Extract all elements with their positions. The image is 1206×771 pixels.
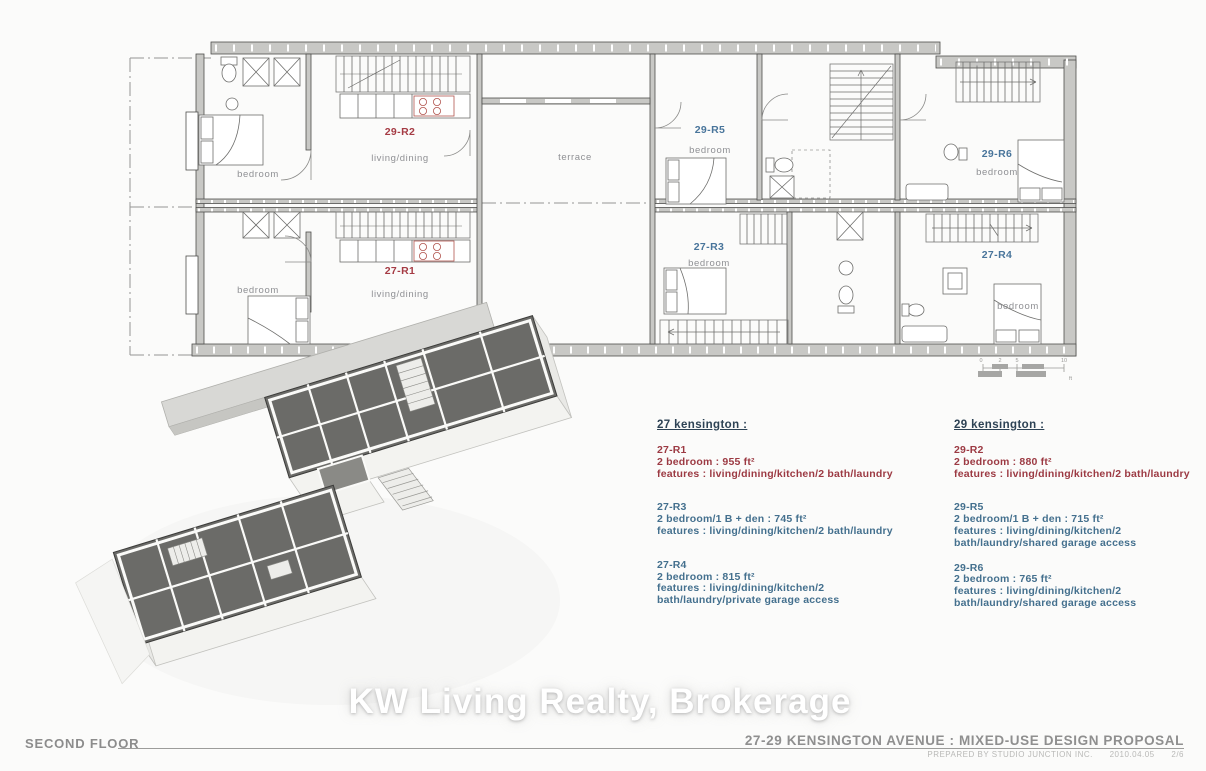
bed-29r2 — [199, 115, 263, 165]
sheet-title-right: 27-29 KENSINGTON AVENUE : MIXED-USE DESIGN PROPOSAL — [744, 733, 1184, 748]
label-29r5: 29-R5 — [694, 124, 726, 136]
unit-features: features : living/dining/kitchen/2 bath/laundry — [657, 524, 893, 537]
unit-info-29r5 — [954, 502, 1206, 549]
scale-bar — [978, 358, 1073, 382]
scale-2: 2 — [998, 358, 1002, 364]
stair-core — [792, 64, 893, 198]
plan-labels — [237, 124, 1039, 312]
unit-name: 27-R1 — [657, 444, 687, 456]
label-29r5-bedroom: bedroom — [689, 145, 731, 156]
terrace-windows — [500, 99, 616, 103]
sheet-page-number: 2/6 — [1171, 750, 1184, 759]
toilet-upper-left — [221, 57, 237, 82]
stair-bottom — [660, 320, 788, 344]
unit-name: 27-R4 — [657, 558, 687, 571]
scale-unit: ft — [1069, 376, 1073, 382]
sheet-title-left: SECOND FLOOR — [25, 736, 140, 751]
unit-features: features : living/dining/kitchen/2 — [657, 582, 825, 595]
scale-5: 5 — [1015, 358, 1019, 364]
prepared-by: PREPARED BY STUDIO JUNCTION INC. — [927, 750, 1093, 759]
label-29r2-room: living/dining — [371, 153, 429, 164]
bed-27r1 — [248, 296, 310, 344]
unit-name: 29-R6 — [954, 561, 984, 574]
stair-27r1 — [336, 212, 470, 238]
unit-features-2: bath/laundry/shared garage access — [954, 536, 1137, 549]
sheet-credits — [927, 750, 1184, 759]
unit-features: features : living/dining/kitchen/2 bath/laundry — [954, 467, 1190, 480]
unit-size: 2 bedroom : 765 ft² — [954, 573, 1052, 586]
label-27r3-bedroom: bedroom — [688, 258, 730, 269]
unit-features: features : living/dining/kitchen/2 bath/laundry — [657, 467, 893, 480]
unit-info-27r1 — [657, 445, 917, 480]
unit-features-2: bath/laundry/shared garage access — [954, 596, 1137, 609]
doors — [281, 94, 926, 262]
unit-features-2: bath/laundry/private garage access — [657, 594, 840, 607]
unit-size: 2 bedroom : 880 ft² — [954, 455, 1052, 468]
toilet-mid-bath — [838, 286, 854, 313]
unit-info-29r6 — [954, 563, 1206, 610]
bed-29r5 — [666, 158, 726, 204]
bed-27r4 — [994, 284, 1041, 344]
sink-upper-left — [226, 98, 238, 110]
stair-29r2 — [336, 56, 470, 92]
unit-size: 2 bedroom/1 B + den : 715 ft² — [954, 513, 1104, 526]
unit-info-27r3 — [657, 502, 917, 537]
label-27r3: 27-R3 — [693, 241, 725, 253]
unit-info-27r4 — [657, 560, 917, 607]
unit-info-29r2 — [954, 445, 1206, 480]
stair-27r4 — [926, 214, 1038, 242]
bath-29r6 — [906, 144, 967, 200]
label-27r4: 27-R4 — [981, 249, 1013, 261]
label-29r6: 29-R6 — [981, 148, 1013, 160]
legend-27-heading: 27 kensington : — [657, 419, 748, 431]
unit-size: 2 bedroom : 955 ft² — [657, 455, 755, 468]
label-27r1-bedroom: bedroom — [237, 285, 279, 296]
sheet-date: 2010.04.05 — [1109, 750, 1155, 759]
watermark: KW Living Realty, Brokerage — [348, 682, 852, 721]
legend-29-kensington — [954, 419, 1206, 623]
label-29r6-bedroom: bedroom — [976, 167, 1018, 178]
scale-10: 10 — [1060, 358, 1068, 364]
stair-27r3 — [740, 214, 787, 244]
label-27r1-room: living/dining — [371, 289, 429, 300]
label-terrace: terrace — [558, 152, 592, 163]
kitchen-29r2 — [340, 94, 470, 118]
unit-features: features : living/dining/kitchen/2 — [954, 585, 1122, 598]
bed-29r6 — [1018, 140, 1064, 202]
label-27r4-bedroom: bedroom — [997, 301, 1039, 312]
legend-27-kensington — [657, 419, 917, 620]
toilet-core — [766, 158, 793, 172]
unit-features: features : living/dining/kitchen/2 — [954, 524, 1122, 537]
label-29r2-bedroom: bedroom — [237, 169, 279, 180]
floor-plan — [130, 42, 1076, 382]
unit-name: 29-R2 — [954, 444, 984, 456]
unit-name: 29-R5 — [954, 501, 984, 514]
bath-27r4 — [902, 304, 947, 342]
kitchens — [340, 94, 470, 262]
unit-size: 2 bedroom/1 B + den : 745 ft² — [657, 513, 807, 526]
unit-name: 27-R3 — [657, 501, 687, 514]
footer-rule — [118, 748, 1184, 749]
unit-size: 2 bedroom : 815 ft² — [657, 570, 755, 583]
bed-27r3 — [664, 268, 726, 314]
kitchen-27r1 — [340, 240, 470, 262]
label-27r1: 27-R1 — [384, 265, 416, 277]
sink-mid-bath — [839, 261, 853, 275]
legend-29-heading: 29 kensington : — [954, 419, 1045, 431]
scale-0: 0 — [979, 358, 983, 364]
label-29r2: 29-R2 — [384, 126, 416, 138]
